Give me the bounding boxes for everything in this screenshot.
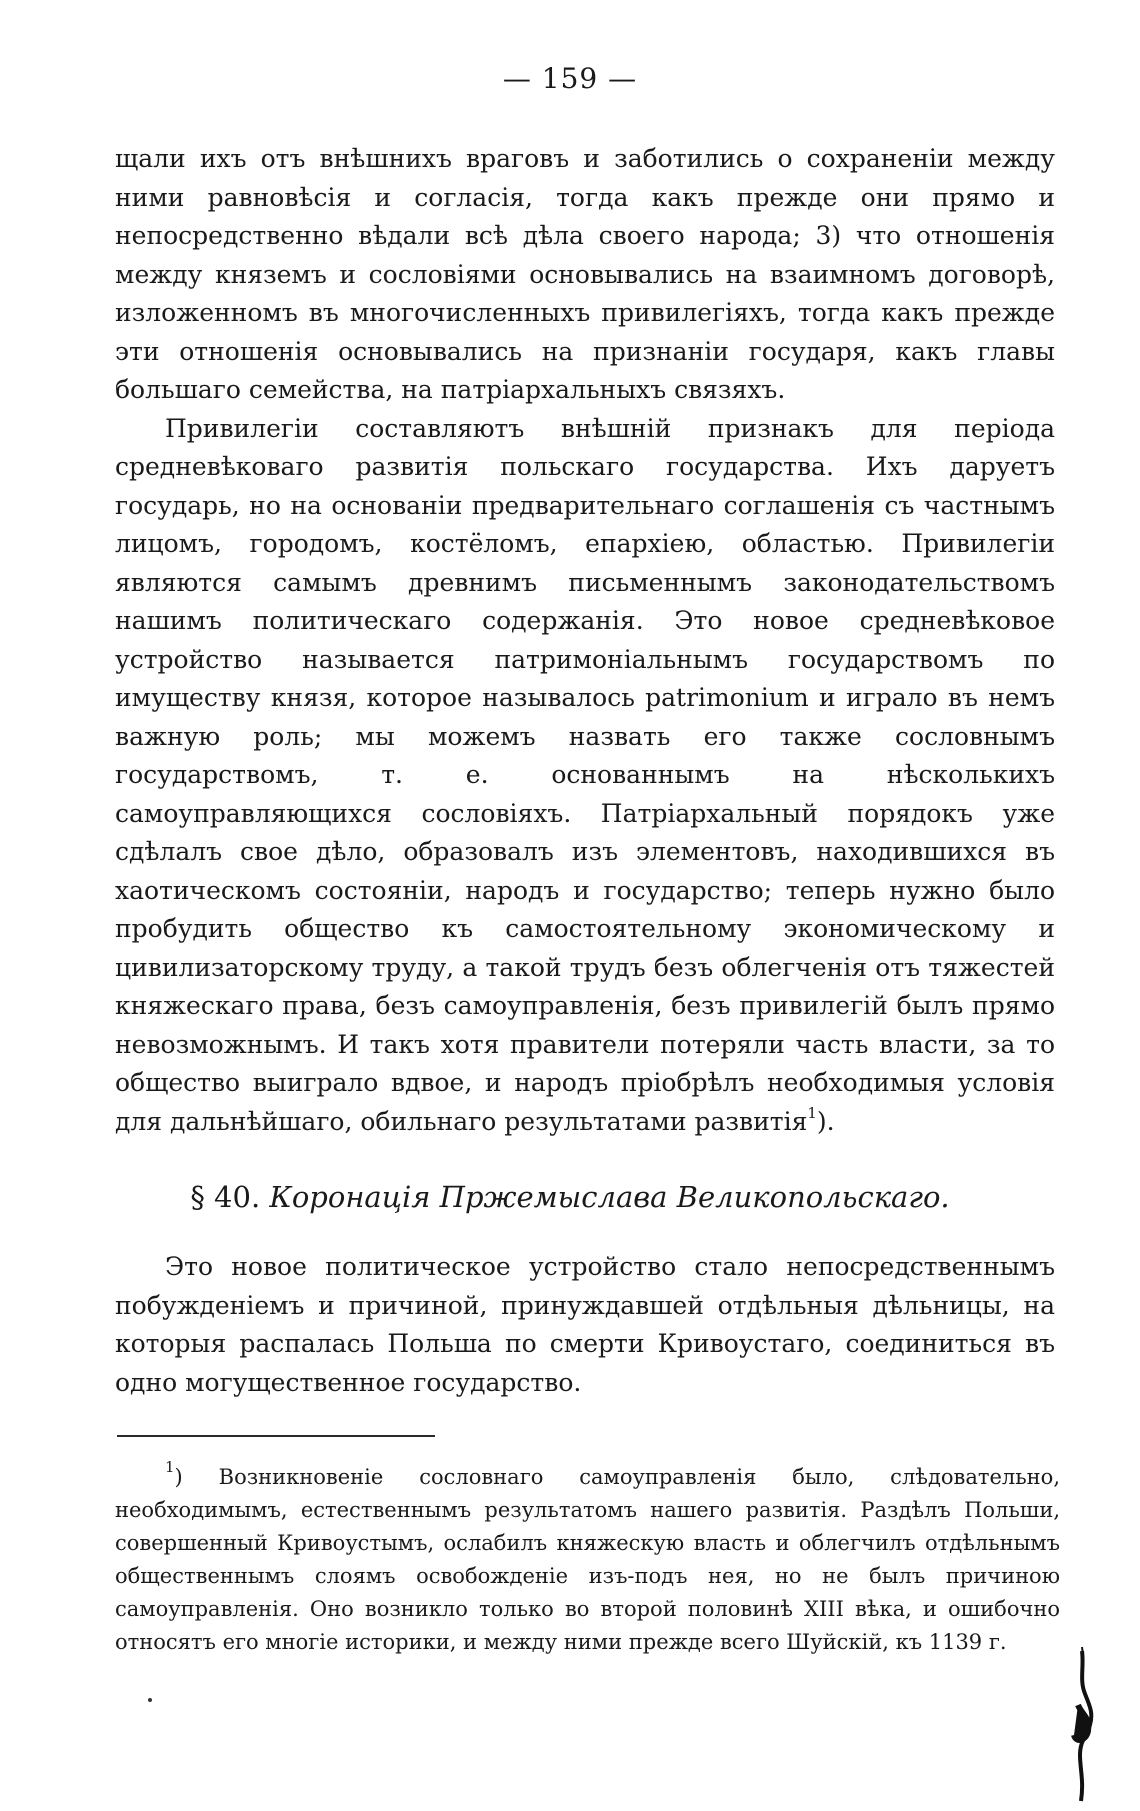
page-number: — 159 —	[502, 62, 638, 95]
section-title: Коронація Пржемыслава Великопольскаго.	[269, 1180, 950, 1214]
footnote-paragraph	[115, 1458, 1060, 1659]
footnote-mark: 1	[165, 1458, 175, 1476]
footnote-reference: 1	[807, 1103, 817, 1122]
footnote-divider	[117, 1435, 435, 1437]
section-number: § 40.	[190, 1180, 261, 1214]
paragraph-privileges	[115, 410, 1055, 1142]
section-heading	[0, 1180, 1140, 1214]
scan-artifact-icon	[1068, 1645, 1096, 1805]
footnote	[115, 1458, 1060, 1659]
scan-speck	[148, 1698, 152, 1702]
section-text	[115, 1248, 1055, 1402]
paragraph-privileges-text: Привилегіи составляютъ внѣшній признакъ для періода средневѣковаго развитія польскаго государства. Ихъ даруетъ государь, но на основаніи предварительнаго соглашенія съ частнымъ лицомъ, городомъ, костёломъ, епархіею, областью. Привилегіи являются самымъ древнимъ письменнымъ законодательствомъ нашимъ политическаго содержанія. Это новое средневѣковое устройство называется патримоніальнымъ государствомъ по имуществу князя, которое называлось patrimonium и играло въ немъ важную роль; мы можемъ назвать его также сословнымъ государствомъ, т. е. основаннымъ на нѣсколькихъ самоуправляющихся сословіяхъ. Патріархальный порядокъ уже сдѣлалъ свое дѣло, образовалъ изъ элементовъ, находившихся въ хаотическомъ состояніи, народъ и государство; теперь нужно было пробудить общество къ самостоятельному экономическому и цивилизаторскому труду, а такой трудъ безъ облегченія отъ тяжестей княжескаго права, безъ самоуправленія, безъ привилегій былъ прямо невозможнымъ. И такъ хотя правители потеряли часть власти, за то общество выиграло вдвое, и народъ пріобрѣлъ необходимыя условія для дальнѣйшаго, обильнаго результатами развитія	[115, 413, 1055, 1136]
paragraph-privileges-end: ).	[816, 1106, 835, 1136]
footnote-text: ) Возникновеніе сословнаго самоуправленія было, слѣдовательно, необходимымъ, естественнымъ результатомъ нашего развитія. Раздѣлъ Польши, совершенный Кривоустымъ, ослабилъ княжескую власть и облегчилъ отдѣльнымъ общественнымъ слоямъ освобожденіе изъ-подъ нея, но не былъ причиною самоуправленія. Оно возникло только во второй половинѣ XIII вѣка, и ошибочно относятъ его многіе историки, и между ними прежде всего Шуйскій, къ 1139 г.	[115, 1465, 1060, 1654]
section-paragraph: Это новое политическое устройство стало непосредственнымъ побужденіемъ и причиной, принуждавшей отдѣльныя дѣльницы, на которыя распалась Польша по смерти Кривоустаго, соединиться въ одно могущественное государство.	[115, 1252, 1055, 1397]
paragraph-continued: щали ихъ отъ внѣшнихъ враговъ и заботились о сохраненіи между ними равновѣсія и согласія, тогда какъ прежде они прямо и непосредственно вѣдали всѣ дѣла своего народа; 3) что отношенія между княземъ и сословіями основывались на взаимномъ договорѣ, изложенномъ въ многочисленныхъ привилегіяхъ, тогда какъ прежде эти отношенія основывались на признаніи государя, какъ главы большаго семейства, на патріархальныхъ связяхъ.	[115, 144, 1055, 404]
main-text	[115, 140, 1055, 1141]
